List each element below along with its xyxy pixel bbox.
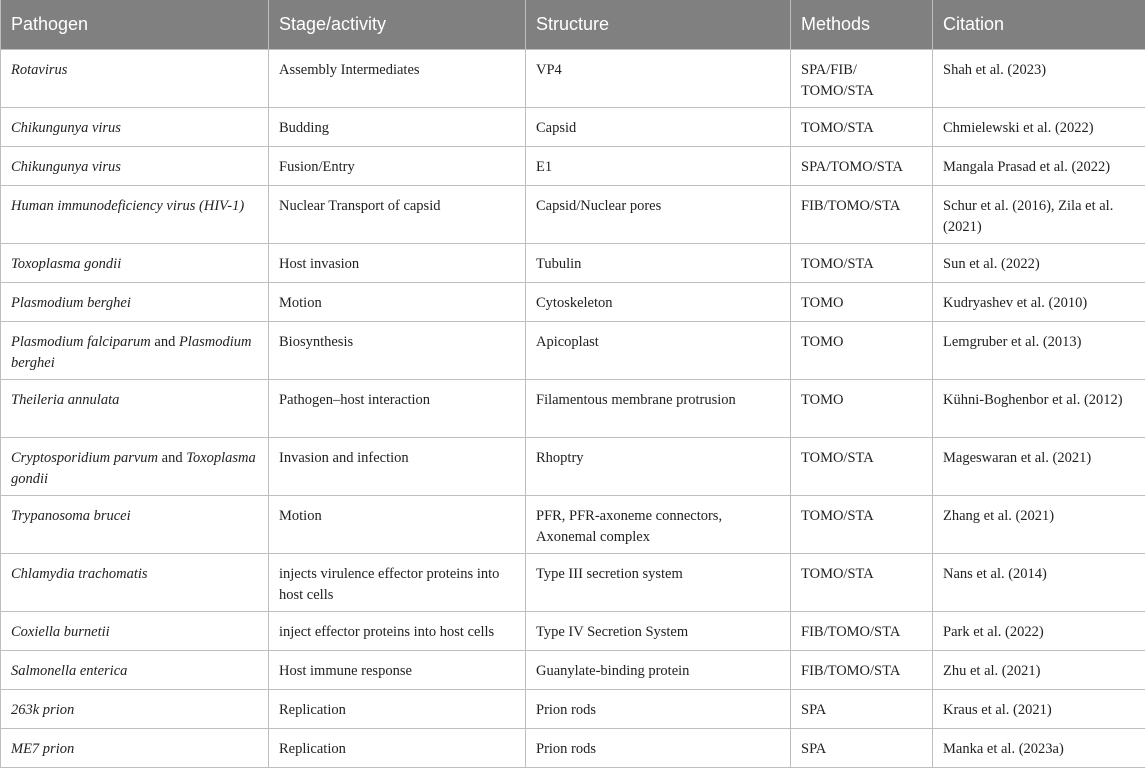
pathogen-name-part: Chikungunya virus xyxy=(11,119,121,136)
table-row xyxy=(1,495,1145,553)
cell-citation: Mageswaran et al. (2021) xyxy=(933,437,1145,495)
table-row xyxy=(1,282,1145,321)
cell-stage-activity: Replication xyxy=(269,689,526,728)
table-row xyxy=(1,650,1145,689)
table-row xyxy=(1,49,1145,107)
header-methods: Methods xyxy=(791,0,933,49)
cell-citation: Kraus et al. (2021) xyxy=(933,689,1145,728)
pathogen-name-part: and xyxy=(150,333,179,350)
pathogen-name-part: Plasmodium berghei xyxy=(11,294,131,311)
cell-stage-activity: Motion xyxy=(269,495,526,553)
cell-structure: Apicoplast xyxy=(526,321,791,379)
cell-pathogen xyxy=(1,146,269,185)
cell-methods: SPA/FIB/ TOMO/STA xyxy=(791,49,933,107)
cell-stage-activity: Pathogen–host interaction xyxy=(269,379,526,437)
cell-structure: PFR, PFR-axoneme connectors, Axonemal complex xyxy=(526,495,791,553)
pathogen-name-part: 263k prion xyxy=(11,701,75,718)
cell-stage-activity: Invasion and infection xyxy=(269,437,526,495)
cell-structure: E1 xyxy=(526,146,791,185)
cell-methods: TOMO xyxy=(791,282,933,321)
pathogen-name-part: ME7 prion xyxy=(11,740,75,757)
cell-methods: TOMO xyxy=(791,379,933,437)
cell-citation: Kudryashev et al. (2010) xyxy=(933,282,1145,321)
table-row xyxy=(1,379,1145,437)
cell-structure: Filamentous membrane protrusion xyxy=(526,379,791,437)
cell-stage-activity: Fusion/Entry xyxy=(269,146,526,185)
table-body xyxy=(1,49,1145,767)
cell-stage-activity: injects virulence effector proteins into host cells xyxy=(269,553,526,611)
table-row xyxy=(1,553,1145,611)
cell-methods: TOMO/STA xyxy=(791,553,933,611)
cell-structure: Tubulin xyxy=(526,243,791,282)
cell-methods: TOMO xyxy=(791,321,933,379)
table-row xyxy=(1,243,1145,282)
cell-structure: Capsid xyxy=(526,107,791,146)
pathogen-name-part: Chlamydia trachomatis xyxy=(11,565,148,582)
table-row xyxy=(1,185,1145,243)
cell-citation: Sun et al. (2022) xyxy=(933,243,1145,282)
cell-methods: TOMO/STA xyxy=(791,243,933,282)
cell-structure: VP4 xyxy=(526,49,791,107)
pathogen-name-part: Plasmodium berghei xyxy=(11,333,252,371)
pathogen-name-part: Toxoplasma gondii xyxy=(11,255,122,272)
cell-stage-activity: Motion xyxy=(269,282,526,321)
cell-pathogen xyxy=(1,379,269,437)
cell-pathogen xyxy=(1,650,269,689)
cell-citation: Shah et al. (2023) xyxy=(933,49,1145,107)
cell-methods: TOMO/STA xyxy=(791,107,933,146)
header-stage-activity: Stage/activity xyxy=(269,0,526,49)
cell-stage-activity: Host invasion xyxy=(269,243,526,282)
table-row xyxy=(1,107,1145,146)
cell-structure: Guanylate-binding protein xyxy=(526,650,791,689)
cell-citation: Park et al. (2022) xyxy=(933,611,1145,650)
cell-citation: Zhu et al. (2021) xyxy=(933,650,1145,689)
cell-pathogen xyxy=(1,495,269,553)
table-row xyxy=(1,437,1145,495)
cell-pathogen xyxy=(1,185,269,243)
cell-pathogen xyxy=(1,689,269,728)
cell-methods: FIB/TOMO/STA xyxy=(791,185,933,243)
cell-citation: Nans et al. (2014) xyxy=(933,553,1145,611)
cell-structure: Prion rods xyxy=(526,728,791,767)
cell-methods: TOMO/STA xyxy=(791,437,933,495)
cell-methods: FIB/TOMO/STA xyxy=(791,611,933,650)
cell-methods: SPA/TOMO/STA xyxy=(791,146,933,185)
header-structure: Structure xyxy=(526,0,791,49)
cell-stage-activity: Host immune response xyxy=(269,650,526,689)
cell-pathogen xyxy=(1,553,269,611)
cell-structure: Type IV Secretion System xyxy=(526,611,791,650)
cell-pathogen xyxy=(1,437,269,495)
pathogen-name-part: Human immunodeficiency virus (HIV-1) xyxy=(11,197,245,214)
pathogen-name-part: Salmonella enterica xyxy=(11,662,128,679)
cell-structure: Rhoptry xyxy=(526,437,791,495)
cell-pathogen xyxy=(1,107,269,146)
cell-methods: TOMO/STA xyxy=(791,495,933,553)
header-pathogen: Pathogen xyxy=(1,0,269,49)
table-row xyxy=(1,689,1145,728)
pathogen-name-part: Trypanosoma brucei xyxy=(11,507,131,524)
pathogen-name-part: Theileria annulata xyxy=(11,391,120,408)
cell-stage-activity: Replication xyxy=(269,728,526,767)
pathogen-name-part: Cryptosporidium parvum xyxy=(11,449,159,466)
pathogen-name-part: and xyxy=(158,449,187,466)
pathogen-name-part: Coxiella burnetii xyxy=(11,623,110,640)
cell-citation: Chmielewski et al. (2022) xyxy=(933,107,1145,146)
cell-pathogen xyxy=(1,728,269,767)
cell-citation: Schur et al. (2016), Zila et al. (2021) xyxy=(933,185,1145,243)
pathogen-name-part: Chikungunya virus xyxy=(11,158,121,175)
cell-citation: Mangala Prasad et al. (2022) xyxy=(933,146,1145,185)
cell-structure: Cytoskeleton xyxy=(526,282,791,321)
cell-citation: Zhang et al. (2021) xyxy=(933,495,1145,553)
cell-stage-activity: Nuclear Transport of capsid xyxy=(269,185,526,243)
pathogen-name-part: Rotavirus xyxy=(11,61,68,78)
cell-citation: Kühni-Boghenbor et al. (2012) xyxy=(933,379,1145,437)
cell-methods: SPA xyxy=(791,689,933,728)
cell-pathogen xyxy=(1,611,269,650)
cell-structure: Type III secretion system xyxy=(526,553,791,611)
cell-pathogen xyxy=(1,49,269,107)
table-row xyxy=(1,611,1145,650)
table-header xyxy=(1,0,1145,49)
cell-stage-activity: inject effector proteins into host cells xyxy=(269,611,526,650)
cell-structure: Capsid/Nuclear pores xyxy=(526,185,791,243)
cell-stage-activity: Assembly Intermediates xyxy=(269,49,526,107)
cell-citation: Manka et al. (2023a) xyxy=(933,728,1145,767)
pathogen-name-part: Plasmodium falciparum xyxy=(11,333,151,350)
header-row xyxy=(1,0,1145,49)
cell-stage-activity: Biosynthesis xyxy=(269,321,526,379)
cell-pathogen xyxy=(1,243,269,282)
table-row xyxy=(1,728,1145,767)
cell-stage-activity: Budding xyxy=(269,107,526,146)
cell-citation: Lemgruber et al. (2013) xyxy=(933,321,1145,379)
cell-pathogen xyxy=(1,321,269,379)
table-row xyxy=(1,321,1145,379)
table-row xyxy=(1,146,1145,185)
header-citation: Citation xyxy=(933,0,1145,49)
cell-pathogen xyxy=(1,282,269,321)
cell-structure: Prion rods xyxy=(526,689,791,728)
pathogen-name-part: Toxoplasma gondii xyxy=(11,449,256,487)
cell-methods: SPA xyxy=(791,728,933,767)
cell-methods: FIB/TOMO/STA xyxy=(791,650,933,689)
